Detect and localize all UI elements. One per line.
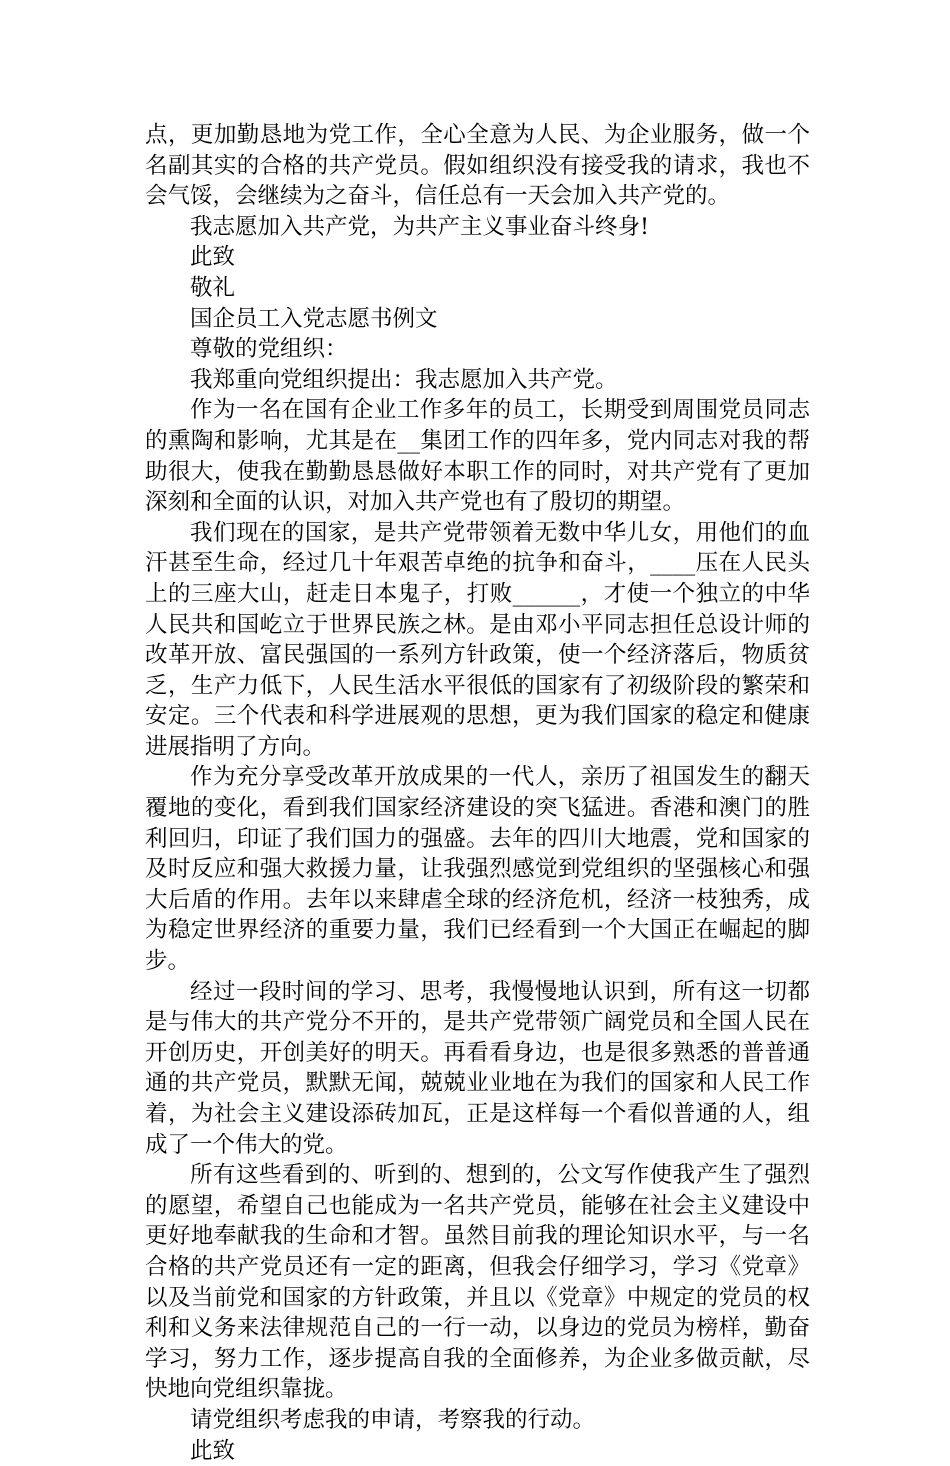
paragraph-work-experience: 作为一名在国有企业工作多年的员工，长期受到周围党员同志的熏陶和影响，尤其是在__集团工作的四年多，党内同志对我的帮助很大，使我在勤勤恳恳做好本职工作的同时，对共产党有了更加深刻和全面的认识，对加入共产党也有了殷切的期望。 xyxy=(145,397,810,516)
paragraph-history: 我们现在的国家，是共产党带领着无数中华儿女，用他们的血汗甚至生命，经过几十年艰苦卓绝的抗争和奋斗，____压在人民头上的三座大山，赶走日本鬼子，打败______，才使一个独立的中华人民共和国屹立于世界民族之林。是由邓小平同志担任总设计师的改革开放、富民强国的一系列方针政策，使一个经济落后，物质贫乏，生产力低下，人民生活水平很低的国家有了初级阶段的繁荣和安定。三个代表和科学进展观的思想，更为我们国家的稳定和健康进展指明了方向。 xyxy=(145,519,810,760)
paragraph-reflection: 经过一段时间的学习、思考，我慢慢地认识到，所有这一切都是与伟大的共产党分不开的，是共产党带领广阔党员和全国人民在开创历史，开创美好的明天。再看看身边，也是很多熟悉的普普通通的共产党员，默默无闻，兢兢业业地在为我们的国家和人民工作着，为社会主义建设添砖加瓦，正是这样每一个看似普通的人，组成了一个伟大的党。 xyxy=(145,978,810,1158)
letter-greeting: 尊敬的党组织： xyxy=(190,336,348,363)
paragraph-request: 请党组织考虑我的申请，考察我的行动。 xyxy=(190,1406,596,1433)
paragraph-closing-continuation: 点，更加勤恳地为党工作，全心全意为人民、为企业服务，做一个名副其实的合格的共产党员。假如组织没有接受我的请求，我也不会气馁，会继续为之奋斗，信任总有一天会加入共产党的。 xyxy=(145,122,810,210)
salutation-cizhi: 此致 xyxy=(190,244,236,271)
salutation-cizhi-final: 此致 xyxy=(190,1437,236,1464)
paragraph-application: 我郑重向党组织提出：我志愿加入共产党。 xyxy=(190,366,618,393)
paragraph-pledge: 我志愿加入共产党，为共产主义事业奋斗终身! xyxy=(190,213,650,240)
salutation-jingli: 敬礼 xyxy=(190,274,236,301)
paragraph-aspiration: 所有这些看到的、听到的、想到的，公文写作使我产生了强烈的愿望，希望自己也能成为一名共产党员，能够在社会主义建设中更好地奉献我的生命和才智。虽然目前我的理论知识水平，与一名合格的共产党员还有一定的距离，但我会仔细学习，学习《党章》以及当前党和国家的方针政策，并且以《党章》中规定的党员的权利和义务来法律规范自己的一行一动，以身边的党员为榜样，勤奋学习，努力工作，逐步提高自我的全面修养，为企业多做贡献，尽快地向党组织靠拢。 xyxy=(145,1162,810,1403)
paragraph-reform: 作为充分享受改革开放成果的一代人，亲历了祖国发生的翻天覆地的变化，看到我们国家经济建设的突飞猛进。香港和澳门的胜利回归，印证了我们国力的强盛。去年的四川大地震，党和国家的及时反应和强大救援力量，让我强烈感觉到党组织的坚强核心和强大后盾的作用。去年以来肆虐全球的经济危机，经济一枝独秀，成为稳定世界经济的重要力量，我们已经看到一个大国正在崛起的脚步。 xyxy=(145,764,810,975)
document-body xyxy=(145,120,810,1466)
section-title: 国企员工入党志愿书例文 xyxy=(190,305,438,332)
